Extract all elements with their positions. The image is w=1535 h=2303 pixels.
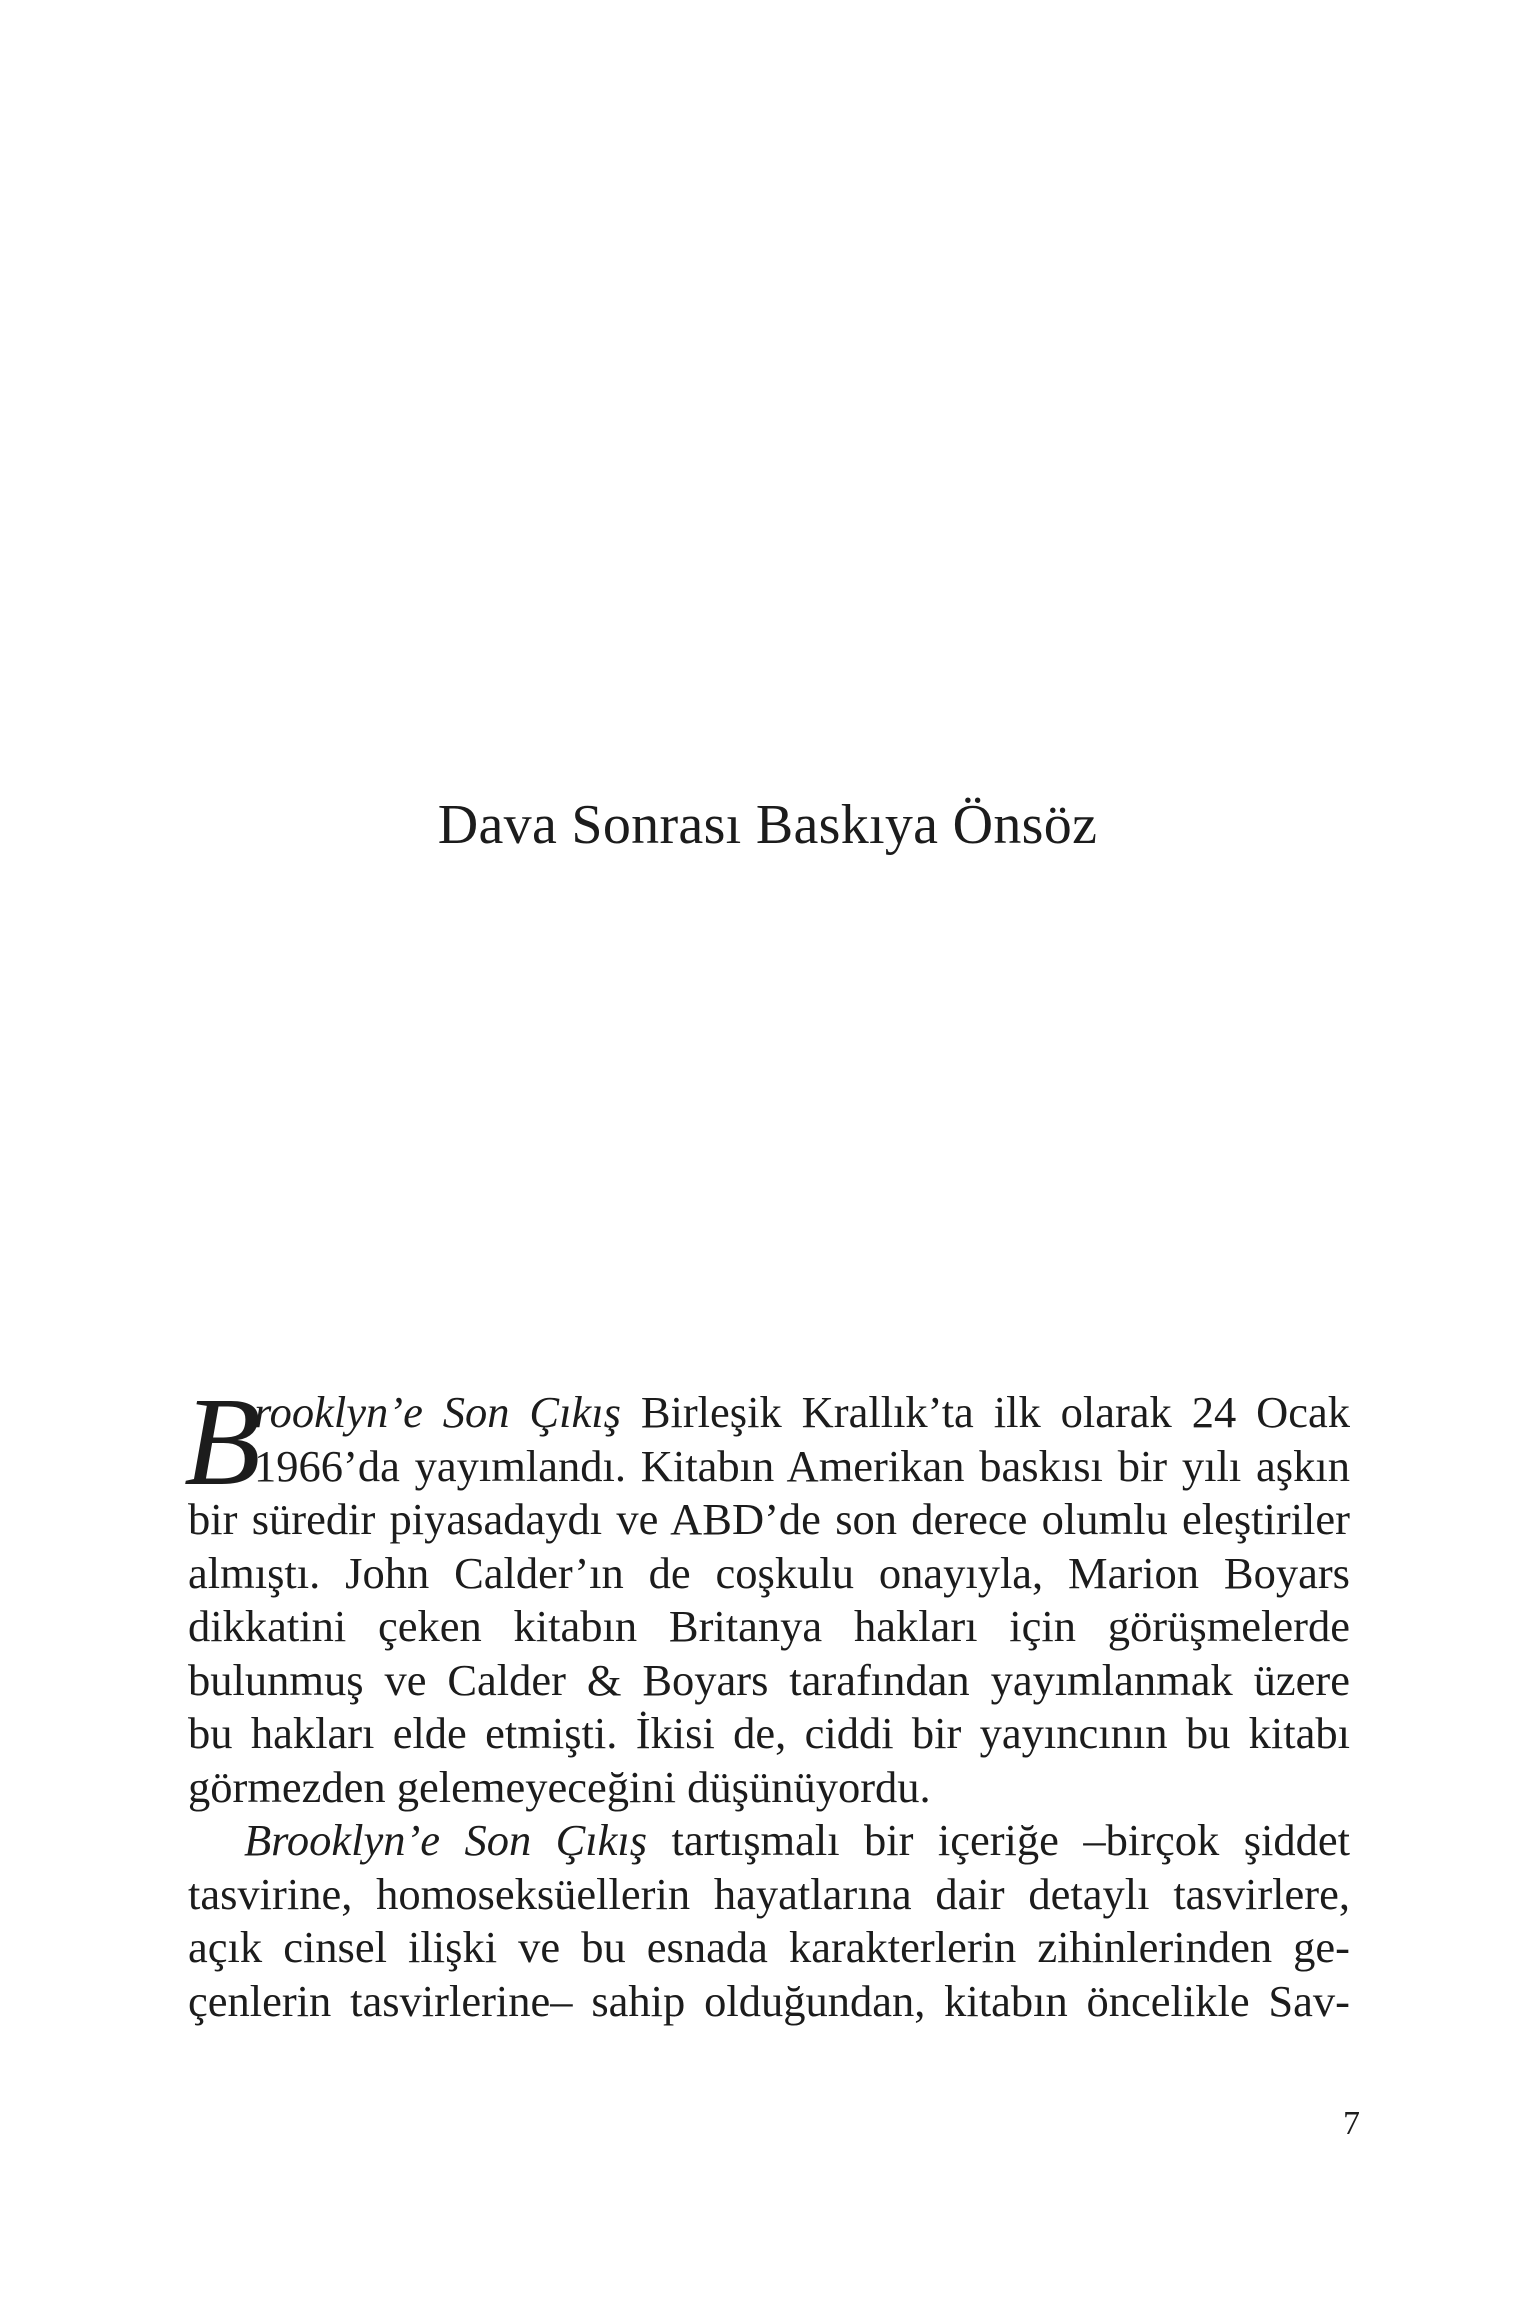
text-line: çenlerin tasvirlerine– sahip olduğundan, kitabın öncelikle Sav- (188, 1975, 1350, 2026)
text-line-rest: Birleşik Krallık’ta ilk olarak 24 Ocak (620, 1387, 1350, 1437)
text-line: bir süredir piyasadaydı ve ABD’de son derece olumlu eleştiriler (188, 1494, 1350, 1544)
text-line: 1966’da yayımlandı. Kitabın Amerikan baskısı bir yılı aşkın (254, 1440, 1350, 1491)
text-line: tasvirine, homoseksüellerin hayatlarına dair detaylı tasvirlere, (188, 1868, 1350, 1919)
text-line: bu hakları elde etmişti. İkisi de, ciddi bir yayıncının bu kitabı (188, 1708, 1350, 1758)
page-number: 7 (1343, 2105, 1360, 2142)
text-line: açık cinsel ilişki ve bu esnada karakterlerin zihinlerinden ge- (188, 1922, 1350, 1972)
book-title-italic: Brooklyn’e Son Çıkış (244, 1815, 648, 1865)
text-line-rest: tartışmalı bir içeriğe –birçok şiddet (647, 1815, 1350, 1865)
drop-cap: B (184, 1373, 261, 1512)
body-text (184, 1373, 1350, 2028)
paragraph-2 (188, 1814, 1350, 2028)
chapter-title: Dava Sonrası Baskıya Önsöz (437, 794, 1098, 856)
text-line: bulunmuş ve Calder & Boyars tarafından yayımlanmak üzere (188, 1654, 1350, 1705)
book-title-italic: rooklyn’e Son Çıkış (254, 1387, 621, 1437)
text-line: dikkatini çeken kitabın Britanya hakları için görüşmelerde (188, 1601, 1350, 1651)
text-line: görmezden gelemeyeceğini düşünüyordu. (188, 1761, 931, 1812)
text-line: almıştı. John Calder’ın de coşkulu onayıyla, Marion Boyars (188, 1547, 1350, 1598)
paragraph-1 (184, 1373, 1350, 1814)
text-line (188, 1814, 1350, 1868)
